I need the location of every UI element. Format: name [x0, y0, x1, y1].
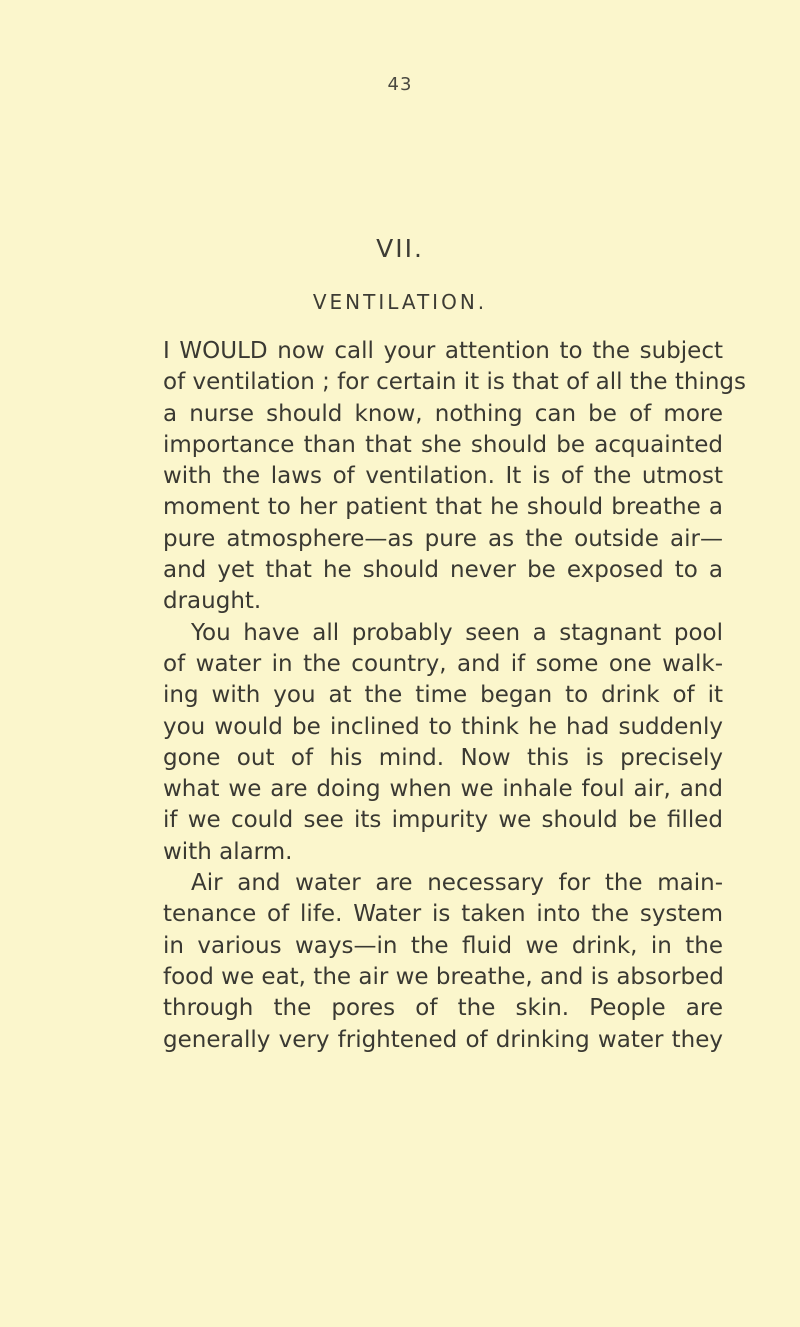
- text-line: a nurse should know, nothing can be of more: [163, 400, 723, 427]
- text-line: of ventilation ; for certain it is that of all the things: [163, 369, 747, 396]
- text-line: gone out of his mind. Now this is precisely: [163, 744, 723, 771]
- chapter-title: VENTILATION.: [312, 290, 488, 314]
- text-line: if we could see its impurity we should be filled: [163, 807, 723, 834]
- text-line: draught.: [163, 588, 262, 615]
- text-line: with the laws of ventilation. It is of the utmost: [163, 463, 723, 490]
- text-line: importance than that she should be acquainted: [163, 431, 723, 458]
- page-number: 43: [387, 74, 413, 95]
- text-line: you would be inclined to think he had suddenly: [163, 713, 723, 740]
- body-text: [163, 336, 747, 1056]
- text-line: tenance of life. Water is taken into the system: [163, 901, 723, 928]
- text-line: through the pores of the skin. People are: [163, 995, 723, 1022]
- text-line: food we eat, the air we breathe, and is absorbed: [163, 963, 724, 990]
- text-line: ing with you at the time began to drink of it: [163, 682, 723, 709]
- text-line: moment to her patient that he should breathe a: [163, 494, 723, 521]
- chapter-number: VII.: [376, 234, 424, 263]
- text-line: of water in the country, and if some one walk-: [163, 650, 723, 677]
- text-line: You have all probably seen a stagnant pool: [191, 619, 723, 646]
- text-line: with alarm.: [163, 838, 293, 865]
- text-line: generally very frightened of drinking water they: [163, 1026, 723, 1053]
- text-line: pure atmosphere—as pure as the outside air—: [163, 525, 723, 552]
- text-line: I WOULD now call your attention to the subject: [163, 338, 723, 364]
- text-line: and yet that he should never be exposed to a: [163, 557, 723, 584]
- text-line: in various ways—in the fluid we drink, in the: [163, 932, 723, 959]
- text-line: Air and water are necessary for the main-: [191, 870, 723, 897]
- text-line: what we are doing when we inhale foul air, and: [163, 776, 723, 803]
